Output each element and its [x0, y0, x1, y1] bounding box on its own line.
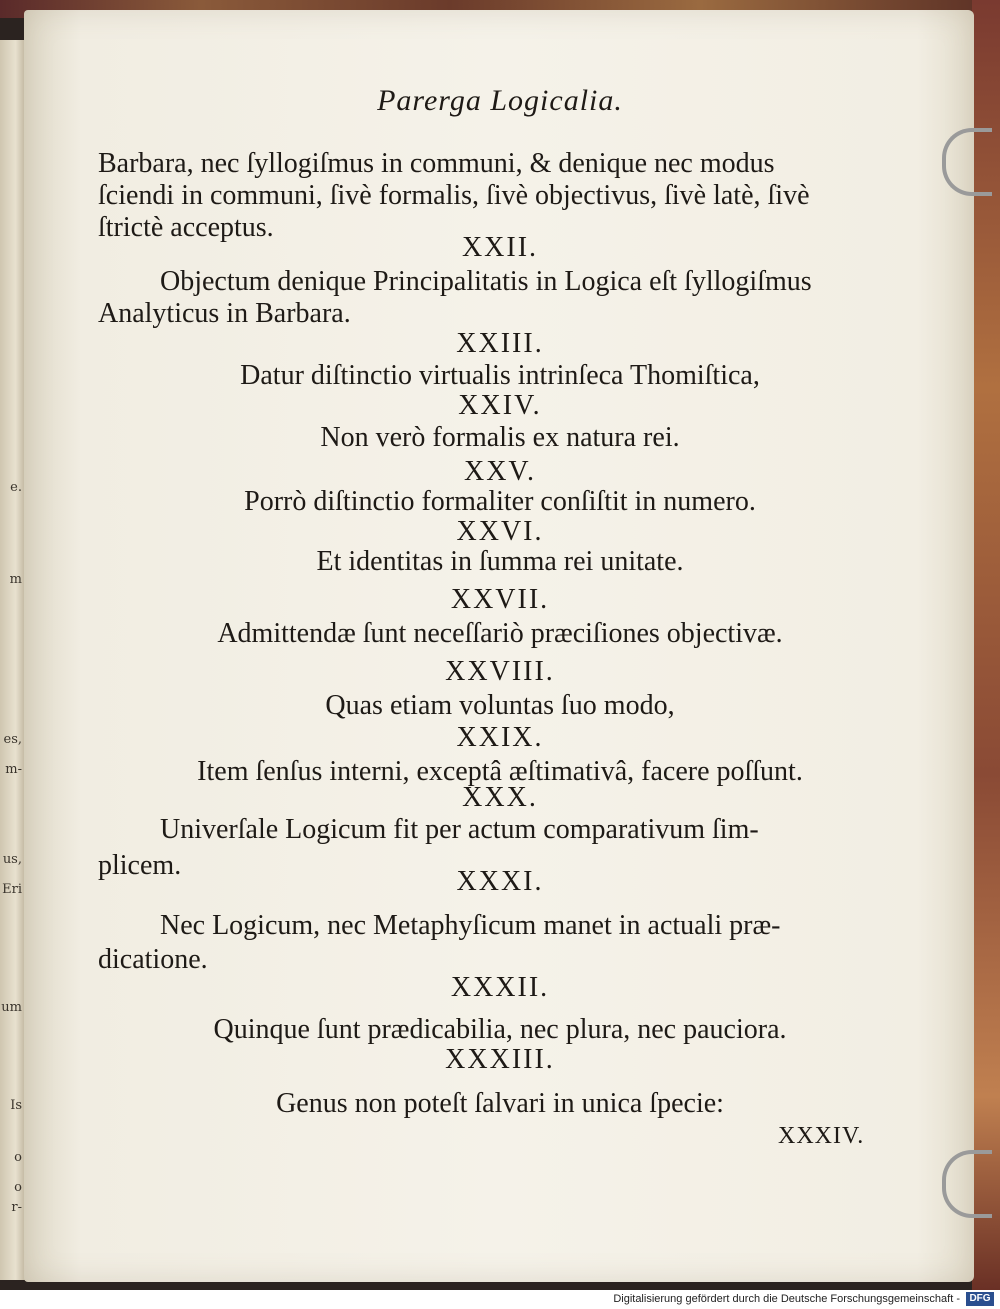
thesis-text: Item ſenſus interni, exceptâ æſtimativâ, facere poſſunt. [197, 756, 803, 787]
thesis-text: Quas etiam voluntas ſuo modo, [325, 690, 675, 721]
margin-fragment: um [1, 1000, 22, 1015]
footer-credit: Digitalisierung gefördert durch die Deutsche Forschungsgemeinschaft - [613, 1293, 960, 1305]
thesis-number: XXIX. [456, 722, 544, 753]
dfg-logo-icon: DFG [966, 1292, 994, 1306]
thesis-text: Quinque ſunt prædicabilia, nec plura, nec pauciora. [213, 1014, 787, 1045]
thesis-text: dicatione. [98, 944, 208, 975]
page-clip-top [942, 128, 992, 196]
margin-fragment: m [9, 572, 22, 587]
margin-fragment: Is [10, 1098, 22, 1113]
thesis-text: Porrò diſtinctio formaliter conſiſtit in numero. [244, 486, 756, 517]
margin-fragment: e. [10, 480, 22, 495]
thesis-text: Analyticus in Barbara. [98, 298, 351, 329]
thesis-text: Non verò formalis ex natura rei. [320, 422, 680, 453]
margin-fragment: o [14, 1150, 22, 1165]
thesis-text: Et identitas in ſumma rei unitate. [316, 546, 684, 577]
thesis-text: Admittendæ ſunt neceſſariò præciſiones objectivæ. [217, 618, 783, 649]
thesis-text: Datur diſtinctio virtualis intrinſeca Thomiſtica, [240, 360, 760, 391]
catchword: XXXIV. [778, 1123, 865, 1149]
thesis-number: XXVI. [456, 516, 544, 547]
thesis-number: XXV. [463, 456, 537, 487]
thesis-number: XXX. [462, 782, 538, 813]
thesis-number: XXIII. [456, 328, 544, 359]
thesis-number: XXXII. [450, 972, 550, 1003]
thesis-text: Nec Logicum, nec Metaphyſicum manet in actuali præ- [160, 910, 781, 941]
margin-fragment: o [14, 1180, 22, 1195]
margin-fragment: us, [2, 852, 22, 867]
margin-fragment: m- [5, 762, 22, 777]
thesis-text: Objectum denique Principalitatis in Logica eſt ſyllogiſmus [160, 266, 812, 297]
margin-fragment: r- [11, 1200, 22, 1215]
text-line: Barbara, nec ſyllogiſmus in communi, & denique nec modus [98, 148, 775, 179]
thesis-number: XXVII. [450, 584, 550, 615]
running-header: Parerga Logicalia. [377, 84, 623, 117]
text-line: ſtrictè acceptus. [98, 212, 274, 243]
text-line: ſciendi in communi, ſivè formalis, ſivè objectivus, ſivè latè, ſivè [98, 180, 810, 211]
thesis-number: XXIV. [458, 390, 542, 421]
thesis-number: XXXI. [456, 866, 544, 897]
thesis-number: XXVIII. [445, 656, 555, 687]
thesis-number: XXXIII. [445, 1044, 555, 1075]
page-clip-bottom [942, 1150, 992, 1218]
margin-fragment: es, [3, 732, 22, 747]
thesis-text: Univerſale Logicum fit per actum comparativum ſim- [160, 814, 759, 845]
thesis-text: plicem. [98, 850, 182, 881]
margin-fragment: Eri [2, 882, 22, 897]
thesis-text: Genus non poteſt ſalvari in unica ſpecie: [276, 1088, 724, 1119]
thesis-number: XXII. [461, 232, 539, 263]
